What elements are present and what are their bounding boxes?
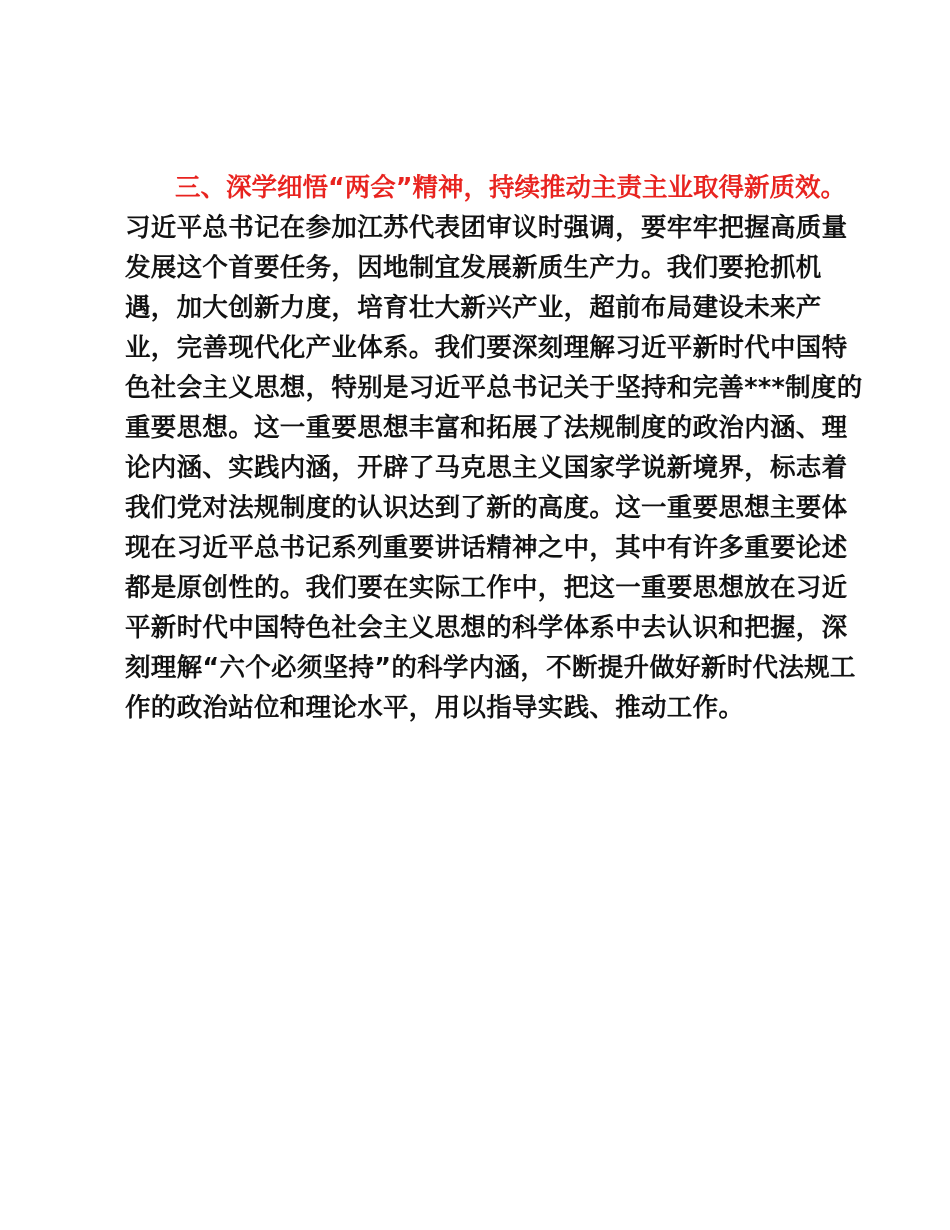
paragraph-line: 刻理解“六个必须坚持”的科学内涵，不断提升做好新时代法规工 xyxy=(125,653,856,683)
document-body xyxy=(125,168,863,728)
paragraph-line: 平新时代中国特色社会主义思想的科学体系中去认识和把握，深 xyxy=(125,613,848,643)
section-heading: 三、深学细悟“两会”精神，持续推动主责主业取得新质效。 xyxy=(175,173,847,203)
paragraph-line: 现在习近平总书记系列重要讲话精神之中，其中有许多重要论述 xyxy=(125,533,848,563)
paragraph-line: 习近平总书记在参加江苏代表团审议时强调，要牢牢把握高质量 xyxy=(125,213,848,243)
paragraph-line: 色社会主义思想，特别是习近平总书记关于坚持和完善***制度的 xyxy=(125,373,863,403)
paragraph-line: 业，完善现代化产业体系。我们要深刻理解习近平新时代中国特 xyxy=(125,333,848,363)
paragraph-line: 重要思想。这一重要思想丰富和拓展了法规制度的政治内涵、理 xyxy=(125,413,848,443)
paragraph-line: 作的政治站位和理论水平，用以指导实践、推动工作。 xyxy=(125,693,745,723)
paragraph-line: 论内涵、实践内涵，开辟了马克思主义国家学说新境界，标志着 xyxy=(125,453,848,483)
paragraph-line: 发展这个首要任务，因地制宜发展新质生产力。我们要抢抓机 xyxy=(125,253,822,283)
paragraph-line: 我们党对法规制度的认识达到了新的高度。这一重要思想主要体 xyxy=(125,493,848,523)
paragraph-line: 遇，加大创新力度，培育壮大新兴产业，超前布局建设未来产 xyxy=(125,293,822,323)
paragraph-line: 都是原创性的。我们要在实际工作中，把这一重要思想放在习近 xyxy=(125,573,848,603)
